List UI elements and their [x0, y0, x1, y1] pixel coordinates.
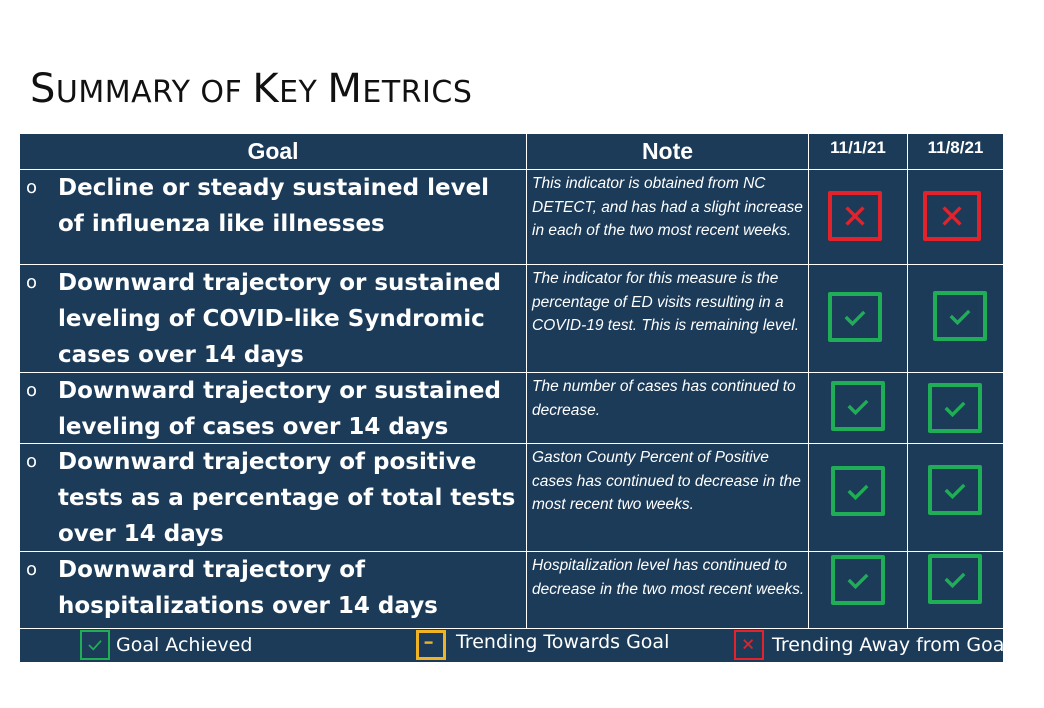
table-row	[20, 373, 1003, 443]
goal-text: Decline or steady sustained level of influenza like illnesses	[58, 175, 490, 237]
check-icon	[828, 292, 882, 342]
check-icon	[933, 291, 987, 341]
header-date-2: 11/8/21	[927, 138, 984, 157]
title-cap: S	[30, 66, 56, 112]
header-date-1: 11/1/21	[830, 138, 886, 157]
check-icon	[831, 555, 885, 605]
title-part: ETRICS	[362, 75, 473, 110]
header-note: Note	[641, 138, 694, 164]
check-icon	[928, 383, 982, 433]
title-cap: K	[252, 66, 280, 112]
title-cap: M	[327, 66, 363, 112]
note-text: The number of cases has continued to decrease.	[532, 378, 796, 419]
x-icon	[923, 191, 981, 241]
bullet-icon: o	[26, 177, 38, 198]
table-row	[20, 170, 1003, 264]
table-row	[20, 444, 1003, 551]
table-row	[20, 265, 1003, 372]
title-part: UMMARY OF	[55, 75, 253, 110]
check-icon	[831, 466, 885, 516]
check-icon	[831, 381, 885, 431]
legend-label: Trending Towards Goal	[456, 631, 670, 653]
legend-label: Goal Achieved	[116, 634, 253, 656]
minus-icon	[416, 630, 446, 660]
goal-text: Downward trajectory of positive tests as a percentage of total tests over 14 days	[58, 449, 516, 547]
bullet-icon: o	[26, 559, 38, 580]
table-row	[20, 552, 1003, 628]
x-icon	[828, 191, 882, 241]
bullet-icon: o	[26, 380, 38, 401]
note-text: The indicator for this measure is the percentage of ED visits resulting in a COVID-19 test. This is remaining level.	[532, 270, 800, 334]
x-icon	[734, 630, 764, 660]
bullet-icon: o	[26, 451, 38, 472]
check-icon	[928, 554, 982, 604]
goal-text: Downward trajectory or sustained leveling of COVID-like Syndromic cases over 14 days	[58, 270, 501, 368]
bullet-icon: o	[26, 272, 38, 293]
legend-label: Trending Away from Goal	[772, 634, 1010, 656]
header-goal: Goal	[247, 138, 299, 164]
check-icon	[928, 465, 982, 515]
title-part: EY	[279, 75, 328, 110]
goal-text: Downward trajectory of hospitalizations over 14 days	[58, 557, 438, 619]
page-title	[30, 66, 472, 112]
goal-text: Downward trajectory or sustained leveling of cases over 14 days	[58, 378, 501, 440]
note-text: Hospitalization level has continued to decrease in the two most recent weeks.	[532, 557, 805, 598]
check-icon	[80, 630, 110, 660]
note-text: Gaston County Percent of Positive cases has continued to decrease in the most recent two weeks.	[532, 449, 801, 513]
legend	[20, 628, 1010, 662]
note-text: This indicator is obtained from NC DETECT, and has had a slight increase in each of the two most recent weeks.	[532, 175, 803, 239]
metrics-table	[20, 134, 1010, 662]
